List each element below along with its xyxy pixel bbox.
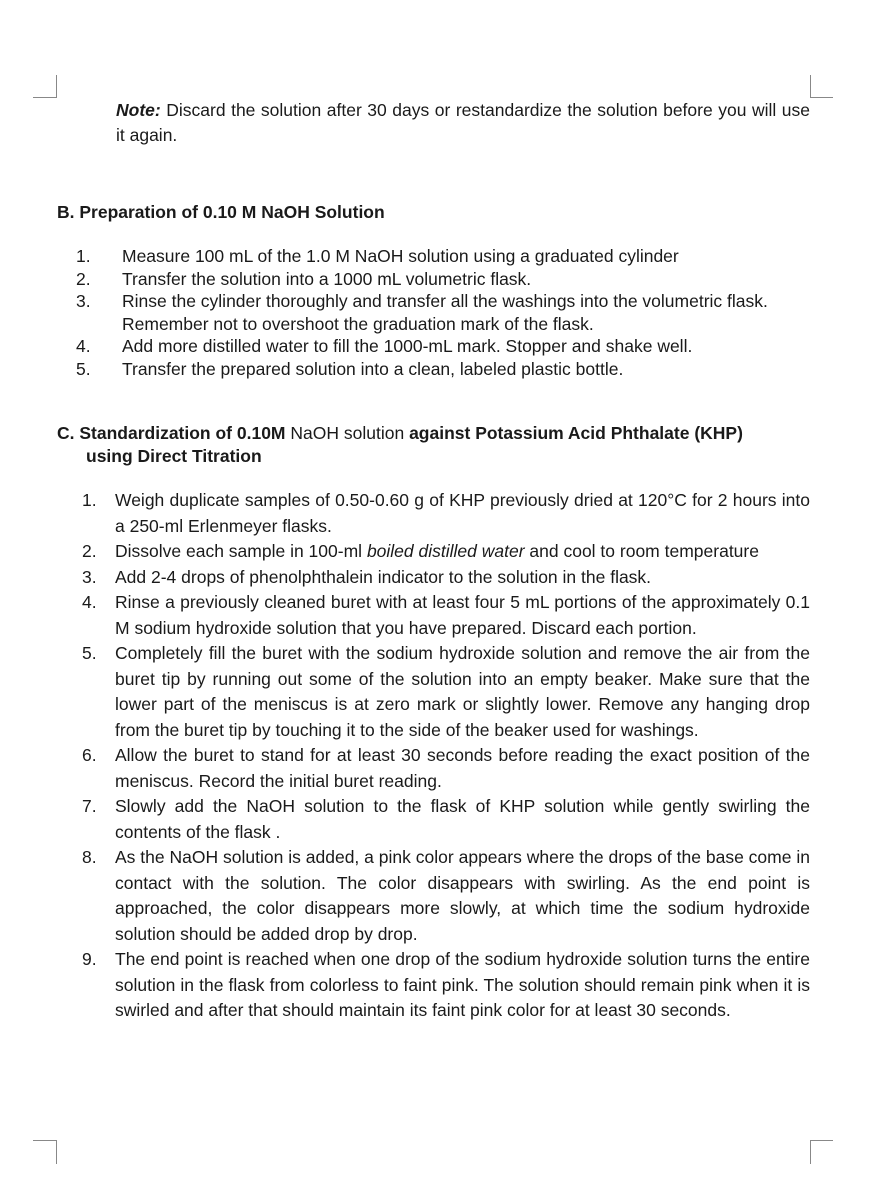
step-text-before: Dissolve each sample in 100-ml	[115, 541, 363, 561]
crop-mark-top-right-h	[810, 97, 833, 98]
note-paragraph	[116, 98, 810, 148]
step-text: The end point is reached when one drop of the sodium hydroxide solution turns the entire solution in the flask from colorless to faint pink. The solution should remain pink when it is swirled and after that should maintain its faint pink color for at least 30 seconds.	[115, 949, 810, 1020]
list-item	[76, 245, 796, 268]
step-text: Slowly add the NaOH solution to the flask of KHP solution while gently swirling the contents of the flask .	[115, 796, 810, 842]
section-c-heading	[57, 422, 812, 468]
list-item	[82, 539, 810, 565]
step-number: 2.	[76, 268, 91, 289]
step-number: 9.	[82, 949, 97, 969]
step-number: 4.	[82, 592, 97, 612]
step-text: Rinse the cylinder thoroughly and transfer all the washings into the volumetric flask. Remember not to overshoot the graduation mark of the flask.	[122, 291, 768, 334]
step-number: 7.	[82, 796, 97, 816]
step-number: 2.	[82, 541, 97, 561]
crop-mark-bottom-right-v	[810, 1140, 811, 1164]
step-text: Allow the buret to stand for at least 30 seconds before reading the exact position of the meniscus. Record the initial buret reading.	[115, 745, 810, 791]
step-number: 5.	[76, 358, 91, 379]
crop-mark-bottom-left-v	[56, 1140, 57, 1164]
step-number: 4.	[76, 336, 91, 356]
step-text	[115, 539, 810, 565]
step-number: 3.	[82, 566, 97, 587]
step-text: Completely fill the buret with the sodium hydroxide solution and remove the air from the buret tip by running out some of the solution into an empty beaker. Make sure that the lower part of the meniscus is at zero mark or slightly lower. Remove any hanging drop from the buret tip by touching it to the side of the beaker used for washings.	[115, 643, 810, 740]
list-item	[82, 947, 810, 1024]
list-item	[82, 794, 810, 845]
list-item	[82, 488, 810, 539]
step-number: 6.	[82, 745, 97, 765]
step-number: 5.	[82, 643, 97, 663]
note-text: Discard the solution after 30 days or restandardize the solution before you will use it again.	[116, 100, 810, 145]
step-text: Add 2-4 drops of phenolphthalein indicator to the solution in the flask.	[115, 566, 652, 587]
list-item	[76, 358, 796, 381]
section-c-steps	[82, 488, 810, 1024]
list-item	[76, 268, 796, 291]
crop-mark-top-right-v	[810, 75, 811, 98]
step-text-emphasis: boiled distilled water	[366, 541, 525, 561]
step-text: Weigh duplicate samples of 0.50-0.60 g of KHP previously dried at 120°C for 2 hours into a 250-ml Erlenmeyer flasks.	[115, 490, 810, 536]
step-number: 8.	[82, 847, 97, 867]
crop-mark-bottom-left-h	[33, 1140, 56, 1141]
crop-mark-top-left-v	[56, 75, 57, 98]
note-label: Note:	[116, 100, 161, 120]
step-text: Add more distilled water to fill the 1000-mL mark. Stopper and shake well.	[122, 336, 693, 356]
list-item	[76, 290, 796, 335]
list-item	[82, 743, 810, 794]
section-c-heading-part3: against Potassium Acid Phthalate (KHP)	[409, 423, 743, 443]
list-item	[82, 590, 810, 641]
crop-mark-top-left-h	[33, 97, 56, 98]
list-item	[76, 335, 796, 358]
list-item	[82, 845, 810, 947]
step-number: 1.	[76, 246, 91, 266]
section-c-heading-part4: using Direct Titration	[86, 446, 262, 466]
crop-mark-bottom-right-h	[810, 1140, 833, 1141]
section-b-steps	[76, 245, 796, 380]
section-b-heading: B. Preparation of 0.10 M NaOH Solution	[57, 202, 385, 222]
section-c-heading-part2: NaOH solution	[290, 423, 405, 443]
step-number: 1.	[82, 490, 97, 510]
step-text: Rinse a previously cleaned buret with at least four 5 mL portions of the approximately 0.1 M sodium hydroxide solution that you have prepared. Discard each portion.	[115, 592, 810, 638]
step-text: Transfer the prepared solution into a clean, labeled plastic bottle.	[122, 358, 624, 379]
step-text: Transfer the solution into a 1000 mL volumetric flask.	[122, 268, 532, 289]
step-text-after: and cool to room temperature	[529, 541, 759, 561]
step-text: Measure 100 mL of the 1.0 M NaOH solution using a graduated cylinder	[122, 246, 679, 266]
step-text: As the NaOH solution is added, a pink color appears where the drops of the base come in contact with the solution. The color disappears with swirling. As the end point is approached, the color disappears more slowly, at which time the sodium hydroxide solution should be added drop by drop.	[115, 847, 810, 944]
list-item	[82, 565, 810, 591]
section-c-heading-part1: C. Standardization of 0.10M	[57, 423, 286, 443]
step-number: 3.	[76, 291, 91, 311]
list-item	[82, 641, 810, 743]
